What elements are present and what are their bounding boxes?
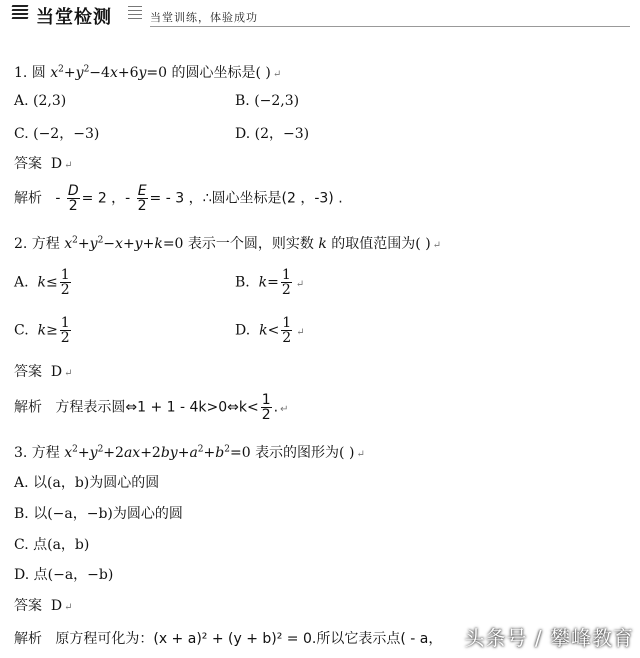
q3-answer-row: 答案 D ↵ (14, 598, 73, 614)
q1-option-b: B. (−2,3) (235, 93, 300, 109)
q2-stem: 2. 方程 $x^2+y^2-x+y+k=0$ 表示一个圆，则实数 k 的取值范围为( ) ↵ (14, 235, 442, 252)
q3-analysis-label: 解析 (14, 631, 42, 647)
q3-answer-label: 答案 (14, 598, 42, 614)
q2-analysis-row: 解析 方程表示圆⇔1 + 1 - 4k>0⇔k< $\frac{1}{2}$ . ↵ (14, 392, 289, 423)
q1-answer-label: 答案 (14, 156, 42, 172)
q2-answer-row: 答案 D ↵ (14, 364, 73, 380)
q3-option-b: B. 以(−a，−b)为圆心的圆 (14, 506, 183, 522)
q1-analysis-tail: ，∴圆心坐标是(2 ，-3) . (188, 190, 343, 207)
q1-stem: 1. 圆 $x^2+y^2-4x+6y=0$ 的圆心坐标是( ) ↵ (14, 64, 282, 81)
q3-option-d: D. 点(−a，−b) (14, 567, 114, 583)
q1-stem-prefix: 1. 圆 (14, 65, 46, 81)
q3-option-c: C. 点(a，b) (14, 537, 90, 553)
q2-option-c: C. k≥ $\frac{1}{2}$ (14, 315, 70, 346)
q1-answer: D (50, 156, 63, 172)
q2-analysis-label: 解析 (14, 399, 42, 416)
watermark: 头条号 / 攀峰教育 (464, 626, 634, 650)
q1-answer-row: 答案 D ↵ (14, 156, 73, 172)
q2-stem-suffix: 的取值范围为( ) (331, 236, 431, 252)
q2-stem-prefix: 2. 方程 (14, 236, 60, 252)
header-subtitle: 当堂训练，体验成功 (150, 11, 258, 24)
header-title: 当堂检测 (36, 7, 112, 28)
q2-option-a: A. k≤ $\frac{1}{2}$ (14, 267, 70, 298)
q1-stem-suffix: 的圆心坐标是( ) (171, 65, 271, 81)
q3-analysis-row (14, 628, 442, 648)
q3-option-a: A. 以(a，b)为圆心的圆 (14, 475, 160, 491)
q2-option-d: D. k< $\frac{1}{2}$ ↵ (235, 315, 305, 346)
q2-answer-label: 答案 (14, 364, 42, 380)
q1-analysis-row: 解析 - $\frac{D}{2}$ = 2 ，- $\frac{E}{2}$ = - 3 ，∴圆心坐标是(2 ，-3) . (14, 183, 343, 214)
q3-stem-suffix: 表示的图形为( ) (255, 445, 355, 461)
q2-analysis-text: 方程表示圆⇔1 + 1 - 4k>0⇔k< (55, 399, 259, 416)
q1-option-d: D. (2，−3) (235, 126, 310, 142)
q2-option-b: B. k= $\frac{1}{2}$ ↵ (235, 267, 305, 298)
header-rule (150, 26, 630, 27)
q1-option-c: C. (−2，−3) (14, 126, 100, 142)
q3-answer: D (50, 598, 63, 614)
q1-option-a: A. (2,3) (14, 93, 67, 109)
header-divider-icon (128, 6, 142, 22)
q2-stem-mid: 表示一个圆，则实数 (187, 236, 314, 252)
section-header (0, 0, 640, 30)
header-stripes-icon (12, 5, 28, 23)
q3-stem-prefix: 3. 方程 (14, 445, 60, 461)
q3-analysis-text: 原方程可化为：(x + a)² + (y + b)² = 0.所以它表示点( - a， (55, 631, 443, 647)
q1-analysis-label: 解析 (14, 190, 42, 207)
q2-answer: D (50, 364, 63, 380)
q3-stem: 3. 方程 $x^2+y^2+2ax+2by+a^2+b^2=0$ 表示的图形为( ) ↵ (14, 444, 365, 461)
